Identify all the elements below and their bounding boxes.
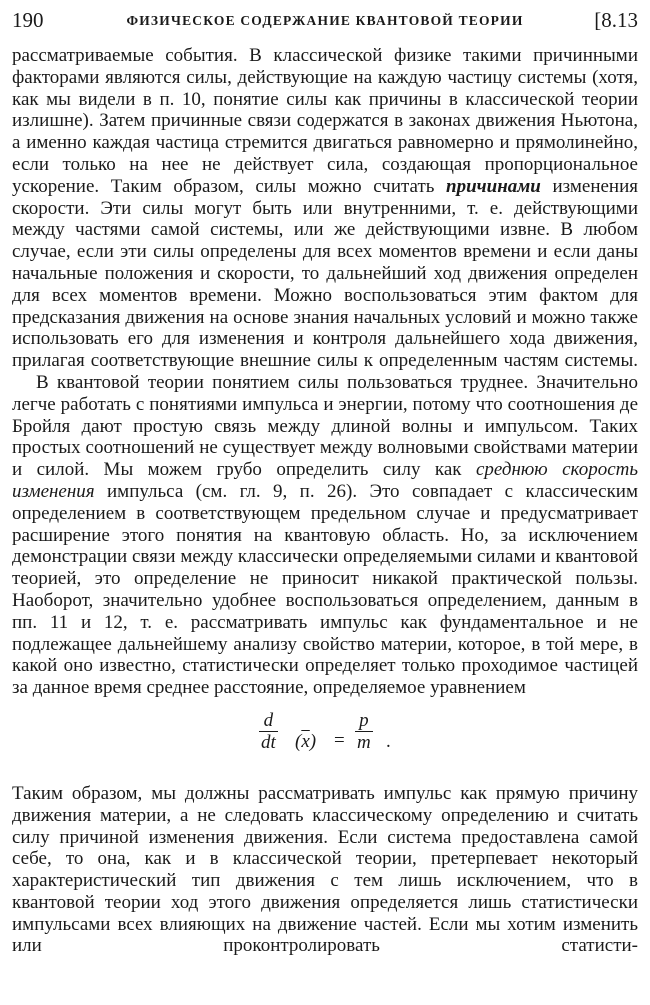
equation-period: . [386, 730, 391, 752]
equation-equals: = [334, 729, 345, 751]
equation-mean-x: $(\overline{x})$ [295, 730, 317, 752]
equation-derivative-fraction [259, 711, 278, 754]
page-number: 190 [12, 8, 44, 32]
paragraph-3-text: Таким образом, мы должны рассматривать импульс как прямую причину движения материи, а не следовать классическому определению и считать силу причиной изменения движения. Если система предоставлена самой себе, то она, как и в классической теории, претерпевает некоторый характеристический тип движения с тем лишь исключением, что в квантовой теории ход этого движения определяется лишь статистически импульсами всех влияющих на движение частей. Если мы хотим изменить или проконтролировать статисти- [12, 782, 638, 957]
paragraph-2-text-b: импульса (см. гл. 9, п. 26). Это совпадает с классическим определением в соответствующем предельном случае и предусматривает расширение этого понятия на квантовую область. Но, за исключением демонстрации связи между классически определяемыми силами и квантовой теорией, это определение не приносит никакой практической пользы. Наоборот, значительно удобнее воспользоваться определением, данным в пп. 11 и 12, т. е. рассматривать импульс как фундаментальное и не подлежащее дальнейшему анализу свойство материи, которое, в той мере, в какой оно известно, статистически определяет только проходимое частицей за данное время среднее расстояние, определяемое уравнением [12, 480, 638, 699]
equation-numerator-d: d [263, 709, 274, 731]
equation [12, 699, 638, 783]
paragraph-3 [12, 783, 638, 957]
paragraph-2 [12, 372, 638, 699]
section-reference: [8.13 [594, 8, 638, 32]
book-page [12, 0, 638, 1005]
paragraph-1-text-a: рассматриваемые события. В классической физике такими причинными факторами являются силы, действующие на каждую частицу системы (хотя, как мы видели в п. 10, понятие силы как причины в классической теории излишне). Затем причинные связи содержатся в законах движения Ньютона, а именно каждая частица стремится двигаться равномерно и прямолинейно, если только на нее не действует сила, создающая пропорциональное ускорение. Таким образом, силы можно считать [12, 45, 638, 197]
paragraph-2-emphasis: среднюю скорость изменения [12, 459, 638, 502]
paragraph-2-text-a: В квантовой теории понятием силы пользоваться труднее. Значительно легче работать с понятиями импульса и энергии, потому что соотношения де Бройля дают простую связь между длиной волны и импульсом. Таких простых соотношений не существует между волновыми свойствами материи и силой. Мы можем грубо определить силу как [12, 371, 638, 481]
equation-momentum-fraction [355, 711, 373, 754]
paragraph-1-text-b: изменения скорости. Эти силы могут быть или внутренними, т. е. действующими между частями самой системы, или же действующими извне. В любом случае, если эти силы определены для всех моментов времени и если даны начальные положения и скорости, то дальнейший ход движения определен для всех моментов времени. Можно воспользоваться этим фактом для предсказания движения на основе знания начальных условий и можно также использовать его для изменения и контроля дальнейшего хода движения, прилагая соответствующие внешние силы к определенным частям системы. [12, 175, 638, 372]
paragraph-1 [12, 45, 638, 372]
paragraph-1-emphasis: причинами [446, 175, 541, 197]
running-head [12, 0, 638, 40]
equation-denominator-dt: dt [261, 731, 276, 753]
equation-numerator-p: p [359, 709, 369, 731]
equation-denominator-m: m [357, 731, 371, 753]
running-title: ФИЗИЧЕСКОЕ СОДЕРЖАНИЕ КВАНТОВОЙ ТЕОРИИ [126, 13, 524, 28]
equation-x: $\overline{x}$ [301, 730, 310, 752]
